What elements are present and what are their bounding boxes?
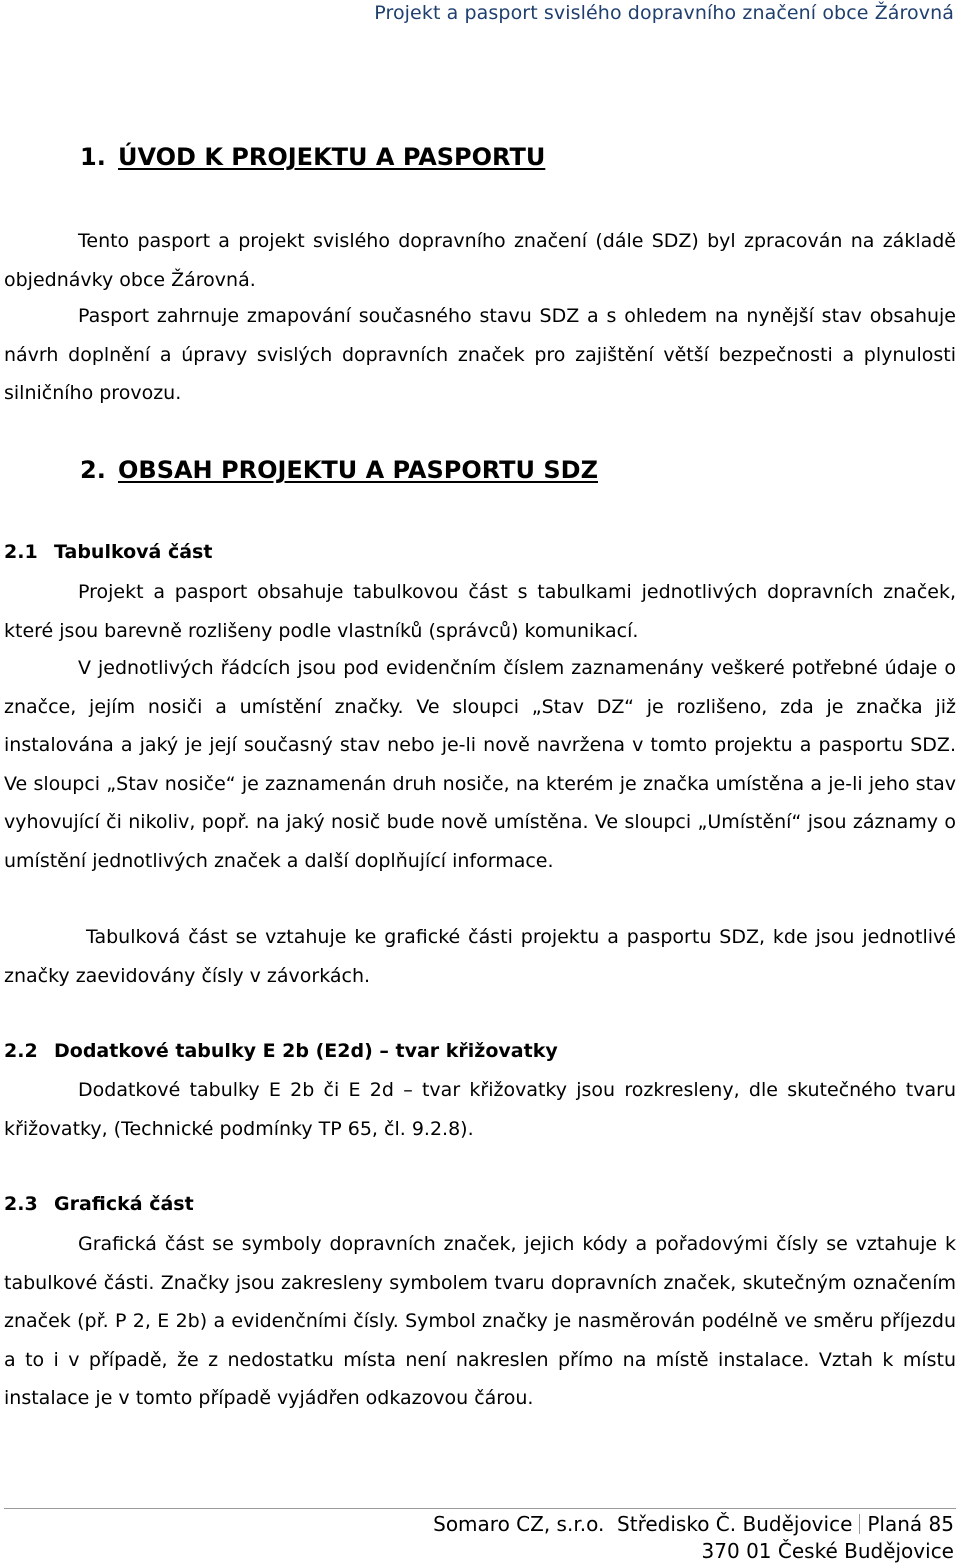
subsection-2-2-heading <box>4 1040 558 1062</box>
subsection-2-1-paragraph-1: Projekt a pasport obsahuje tabulkovou část s tabulkami jednotlivých dopravních značek, které jsou barevně rozlišeny podle vlastníků (správců) komunikací. <box>4 581 956 642</box>
subsection-2-1-paragraph-3: Tabulková část se vztahuje ke grafické části projektu a pasportu SDZ, kde jsou jednotlivé značky zaevidovány čísly v závorkách. <box>4 926 956 987</box>
subsection-2-3-paragraph-1: Grafická část se symboly dopravních značek, jejich kódy a pořadovými čísly se vztahuje k tabulkové části. Značky jsou zakresleny symbolem tvaru dopravních značek, skutečným označením značek (př. P 2, E 2b) a evidenčními čísly. Symbol značky je nasměrován podélně ve směru příjezdu a to i v případě, že z nedostatku místa není nakreslen přímo na místě instalace. Vztah k místu instalace je v tomto případě vyjádřen odkazovou čárou. <box>4 1233 956 1409</box>
subsection-2-3-heading <box>4 1193 194 1215</box>
subsection-2-2-number: 2.2 <box>4 1040 38 1062</box>
subsection-2-1-paragraph-2: V jednotlivých řádcích jsou pod evidenčním číslem zaznamenány veškeré potřebné údaje o značce, jejím nosiči a umístění značky. Ve sloupci „Stav DZ“ je rozlišeno, zda je značka již instalována a jaký je její současný stav nebo je-li nově navržena v tomto projektu a pasportu SDZ. Ve sloupci „Stav nosiče“ je zaznamenán druh nosiče, na kterém je značka umístěna a je-li jeho stav vyhovující či nikoliv, popř. na jaký nosič bude nově umístěna. Ve sloupci „Umístění“ jsou záznamy o umístění jednotlivých značek a další doplňující informace. <box>4 657 956 872</box>
page-header-title: Projekt a pasport svislého dopravního značení obce Žárovná <box>374 2 954 24</box>
footer-company: Somaro CZ, s.r.o. <box>433 1512 605 1536</box>
subsection-2-1-heading <box>4 541 212 563</box>
section-2-number: 2. <box>80 456 106 484</box>
section-1-number: 1. <box>80 143 106 171</box>
subsection-2-2-paragraph-1: Dodatkové tabulky E 2b či E 2d – tvar křižovatky jsou rozkresleny, dle skutečného tvaru křižovatky, (Technické podmínky TP 65, čl. 9.2.8). <box>4 1079 956 1140</box>
section-2-title: OBSAH PROJEKTU A PASPORTU SDZ <box>118 456 598 484</box>
subsection-2-3-number: 2.3 <box>4 1193 38 1215</box>
footer-separator <box>859 1514 860 1534</box>
section-1-title: ÚVOD K PROJEKTU A PASPORTU <box>118 143 546 171</box>
subsection-2-3-title: Grafická část <box>54 1193 194 1215</box>
subsection-2-1-number: 2.1 <box>4 541 38 563</box>
footer-city: 370 01 České Budějovice <box>701 1539 954 1563</box>
section-2-heading <box>80 456 598 484</box>
section-1-paragraph-1: Tento pasport a projekt svislého dopravního značení (dále SDZ) byl zpracován na základě objednávky obce Žárovná. <box>4 230 956 291</box>
section-1-heading <box>80 143 545 171</box>
page-footer <box>433 1511 954 1565</box>
footer-divider <box>4 1508 956 1509</box>
footer-street: Planá 85 <box>867 1512 954 1536</box>
footer-line-1 <box>433 1511 954 1538</box>
section-1-paragraph-2: Pasport zahrnuje zmapování současného stavu SDZ a s ohledem na nynější stav obsahuje návrh doplnění a úpravy svislých dopravních značek pro zajištění větší bezpečnosti a plynulosti silničního provozu. <box>4 305 956 404</box>
subsection-2-2-title: Dodatkové tabulky E 2b (E2d) – tvar křižovatky <box>54 1040 558 1062</box>
footer-branch: Středisko Č. Budějovice <box>617 1512 853 1536</box>
subsection-2-1-title: Tabulková část <box>54 541 213 563</box>
